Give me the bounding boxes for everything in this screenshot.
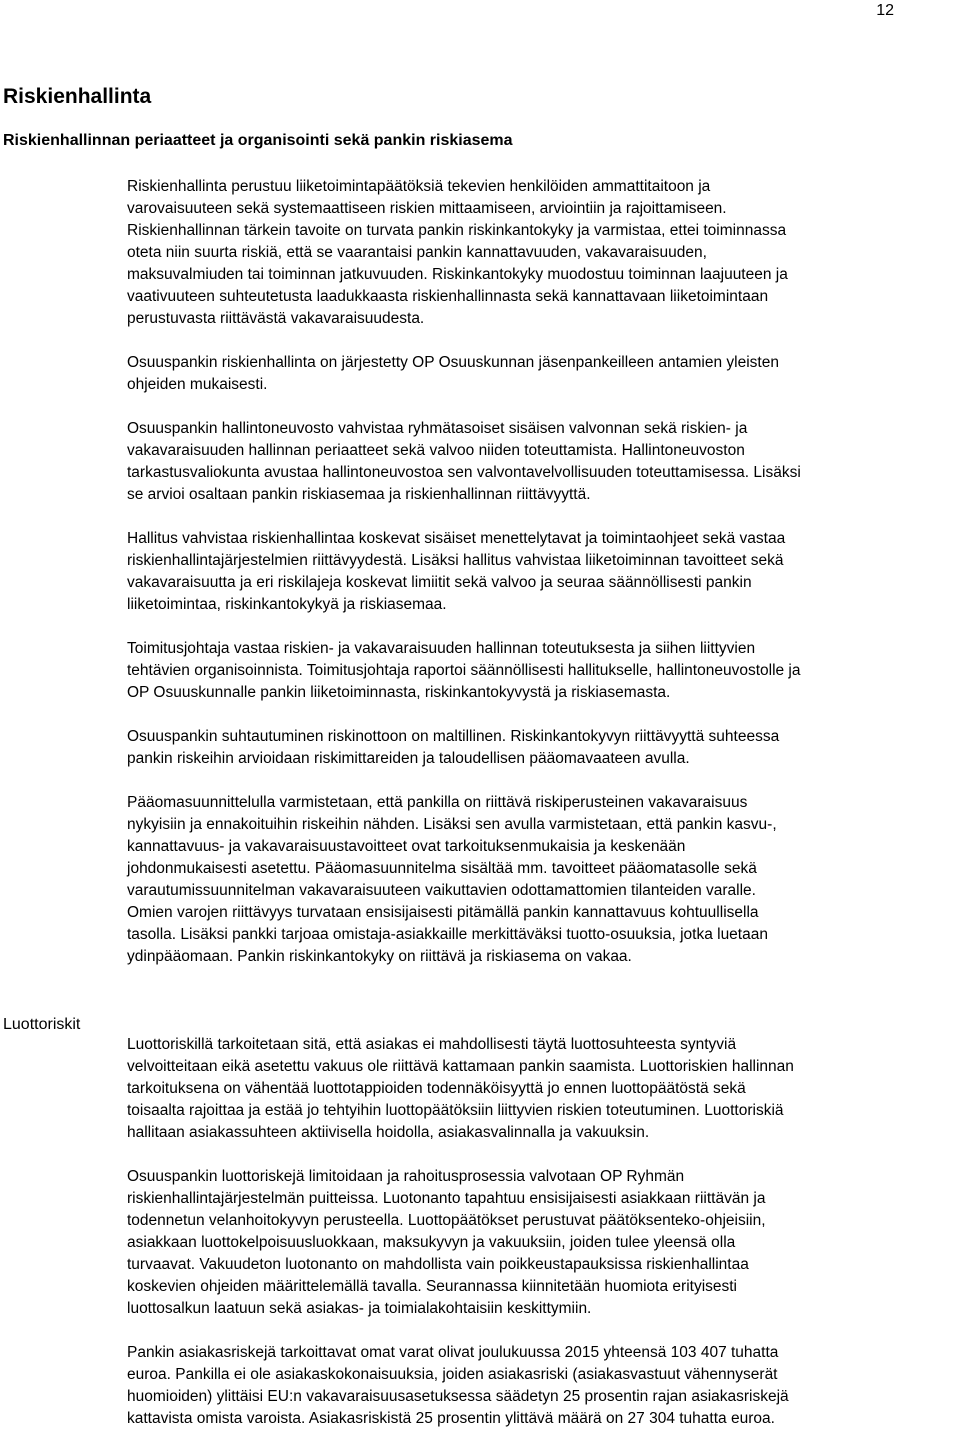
page-number: 12	[876, 2, 894, 19]
credit-risk-label: Luottoriskit	[3, 1016, 81, 1033]
paragraph: Osuuspankin suhtautuminen riskinottoon on maltillinen. Riskinkantokyvyn riittävyyttä suhteessa pankin riskeihin arvioidaan riskimittareiden ja taloudellisen pääomavaateen avulla.	[127, 728, 780, 767]
risk-management-body	[127, 176, 945, 990]
paragraph: Riskienhallinta perustuu liiketoimintapäätöksiä tekevien henkilöiden ammattitaitoon ja varovaisuuteen sekä systemaattiseen riskien mittaamiseen, arviointiin ja rajoittamiseen. Riskienhallinnan tärkein tavoite on turvata pankin riskinkantokyky ja varmistaa, ettei toiminnassa oteta niin suurta riskiä, että se vaarantaisi pankin kannattavuuden, vakavaraisuuden, maksuvalmiuden tai toiminnan jatkuvuuden. Riskinkantokyky muodostuu toiminnan laajuuteen ja vaativuuteen suhteutetusta laadukkaasta riskienhallinnasta sekä kannattavaan liiketoimintaan perustuvasta riittävästä vakavaraisuudesta.	[127, 178, 788, 327]
section-subtitle: Riskienhallinnan periaatteet ja organisointi sekä pankin riskiasema	[3, 132, 513, 149]
paragraph: Osuuspankin luottoriskejä limitoidaan ja rahoitusprosessia valvotaan OP Ryhmän riskienhallintajärjestelmän puitteissa. Luotonanto tapahtuu ensisijaisesti asiakkaan riittävän ja todennetun velanhoitokyvyn perusteella. Luottopäätökset perustuvat päätöksenteko-ohjeisiin, asiakkaan luottokelpoisuusluokkaan, maksukyvyn ja vakuuksiin, joiden tulee yleensä olla turvaavat. Vakuudeton luotonanto on mahdollista vain poikkeustapauksissa riskienhallintaa koskevien ohjeiden määrittelemällä tavalla. Seurannassa kiinnitetään huomiota erityisesti luottosalkun laatuun sekä asiakas- ja toimialakohtaisiin keskittymiin.	[127, 1168, 766, 1317]
paragraph: Osuuspankin riskienhallinta on järjestetty OP Osuuskunnan jäsenpankeilleen antamien yleisten ohjeiden mukaisesti.	[127, 354, 779, 393]
section-title: Riskienhallinta	[3, 85, 152, 108]
paragraph: Osuuspankin hallintoneuvosto vahvistaa ryhmätasoiset sisäisen valvonnan sekä riskien- ja vakavaraisuuden hallinnan periaatteet sekä valvoo niiden toteuttamista. Hallintoneuvoston tarkastusvaliokunta avustaa hallintoneuvostoa sen valvontavelvollisuuden toteuttamisessa. Lisäksi se arvioi osaltaan pankin riskiasemaa ja riskienhallinnan riittävyyttä.	[127, 420, 801, 503]
credit-risk-body	[127, 1034, 945, 1452]
paragraph: Pääomasuunnittelulla varmistetaan, että pankilla on riittävä riskiperusteinen vakavaraisuus nykyisiin ja ennakoituihin riskeihin nähden. Lisäksi sen avulla varmistetaan, että pankin kasvu-, kannattavuus- ja vakavaraisuustavoitteet ovat tarkoituksenmukaisia ja keskenään johdonmukaisesti asetettu. Pääomasuunnitelma sisältää mm. tavoitteet pääomatasolle sekä varautumissuunnitelman vakavaraisuuteen vaikuttavien odottamattomien tilanteiden varalle. Omien varojen riittävyys turvataan ensisijaisesti pitämällä pankin kannattavuus kohtuullisella tasolla. Lisäksi pankki tarjoaa omistaja-asiakkaille merkittäväksi tuotto-osuuksia, jotka luetaan ydinpääomaan. Pankin riskinkantokyky on riittävä ja riskiasema on vakaa.	[127, 794, 777, 965]
paragraph: Toimitusjohtaja vastaa riskien- ja vakavaraisuuden hallinnan toteutuksesta ja siihen liittyvien tehtävien organisoinnista. Toimitusjohtaja raportoi säännöllisesti hallitukselle, hallintoneuvostolle ja OP Osuuskunnalle pankin liiketoiminnasta, riskinkantokyvystä ja riskiasemasta.	[127, 640, 801, 701]
paragraph: Pankin asiakasriskejä tarkoittavat omat varat olivat joulukuussa 2015 yhteensä 103 407 tuhatta euroa. Pankilla ei ole asiakaskokonaisuuksia, joiden asiakasriski (asiakasvastuut vähennyserät huomioiden) ylittäisi EU:n vakavaraisuusasetuksessa säädetyn 25 prosentin rajan asiakasriskejä kattavista omista varoista. Asiakasriskistä 25 prosentin ylittävä määrä on 27 304 tuhatta euroa.	[127, 1344, 789, 1427]
paragraph: Luottoriskillä tarkoitetaan sitä, että asiakas ei mahdollisesti täytä luottosuhteesta syntyviä velvoitteitaan eikä asetettu vakuus ole riittävä kattamaan pankin saamista. Luottoriskien hallinnan tarkoituksena on vähentää luottotappioiden todennäköisyyttä jo ennen luottopäätöstä sekä toisaalta rajoittaa ja estää jo tehtyihin luottopäätöksiin liittyvien riskien toteutuminen. Luottoriskiä hallitaan asiakassuhteen aktiivisella hoidolla, asiakasvalinnalla ja vakuuksin.	[127, 1036, 794, 1141]
paragraph: Hallitus vahvistaa riskienhallintaa koskevat sisäiset menettelytavat ja toimintaohjeet sekä vastaa riskienhallintajärjestelmien riittävyydestä. Lisäksi hallitus vahvistaa liiketoiminnan tavoitteet sekä vakavaraisuutta ja eri riskilajeja koskevat limiitit sekä valvoo ja seuraa säännöllisesti pankin liiketoimintaa, riskinkantokykyä ja riskiasemaa.	[127, 530, 786, 613]
